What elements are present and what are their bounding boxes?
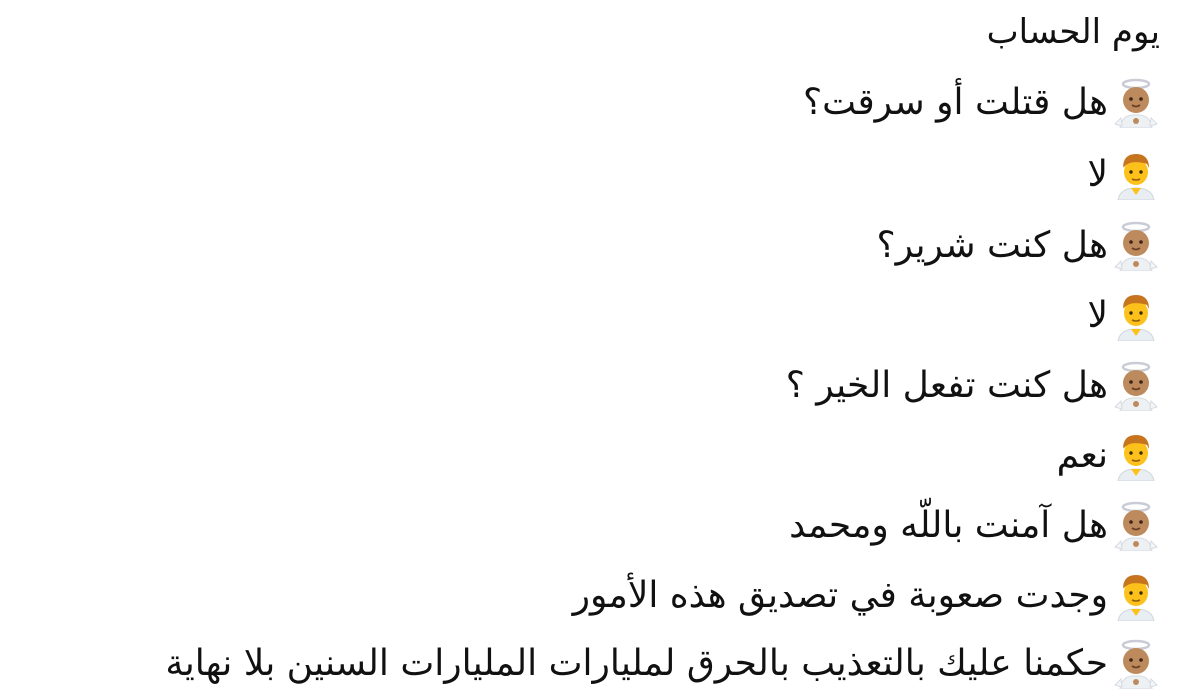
line-text: هل آمنت باللّه ومحمد (789, 505, 1108, 546)
dialogue-line (165, 638, 1160, 690)
dialogue-line (876, 220, 1160, 272)
dialogue-line (803, 77, 1160, 129)
dialogue-line (786, 360, 1160, 412)
man-icon (1112, 150, 1160, 200)
man-icon (1112, 571, 1160, 621)
baby-angel-icon (1112, 78, 1160, 128)
dialogue-line (789, 500, 1160, 552)
man-icon (1112, 291, 1160, 341)
line-text: نعم (1056, 435, 1108, 476)
line-text: حكمنا عليك بالتعذيب بالحرق لمليارات المليارات السنين بلا نهاية (165, 643, 1108, 684)
line-text: لا (1087, 154, 1108, 195)
dialogue-line (573, 570, 1160, 622)
line-text: هل قتلت أو سرقت؟ (803, 82, 1108, 123)
baby-angel-icon (1112, 361, 1160, 411)
line-text: هل كنت تفعل الخير ؟ (785, 365, 1108, 406)
line-text: هل كنت شرير؟ (876, 225, 1108, 266)
baby-angel-icon (1112, 221, 1160, 271)
baby-angel-icon (1112, 639, 1160, 689)
baby-angel-icon (1112, 501, 1160, 551)
line-text: وجدت صعوبة في تصديق هذه الأمور (572, 575, 1108, 616)
line-text: لا (1087, 295, 1108, 336)
post-title: يوم الحساب (986, 12, 1160, 52)
dialogue-line (1087, 290, 1160, 342)
dialogue-line (1057, 430, 1160, 482)
man-icon (1112, 431, 1160, 481)
dialogue-line (1087, 149, 1160, 201)
